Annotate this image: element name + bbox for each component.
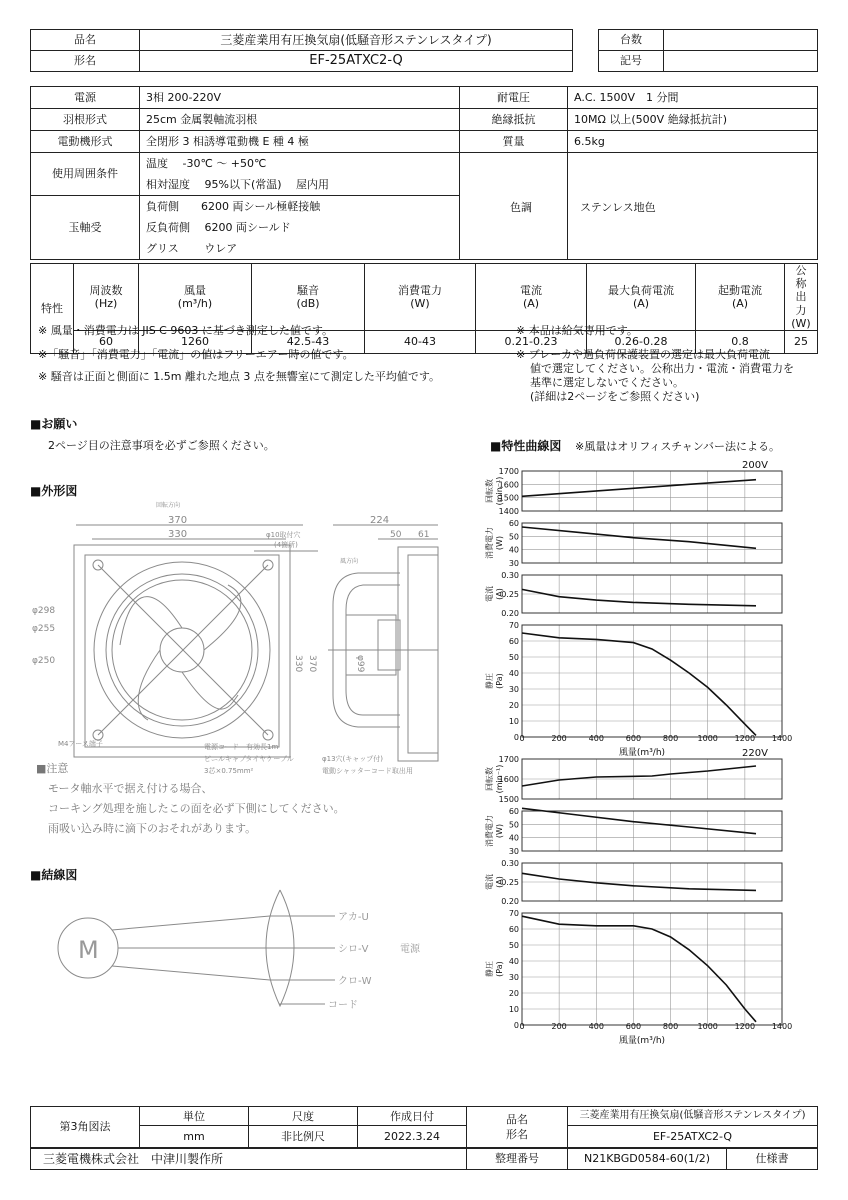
model-label: 形名 [31, 51, 140, 72]
y-tick-label: 50 [508, 532, 519, 542]
y-axis-label: (A) [495, 588, 504, 600]
y-tick-label: 40 [508, 545, 519, 555]
mass-value: 6.5kg [568, 131, 818, 153]
insulation-value: 10MΩ 以上(500V 絶縁抵抗計) [568, 109, 818, 131]
shutter-label: 電動シャッターコード取出用 [322, 767, 413, 775]
y-tick-label: 70 [508, 621, 519, 630]
mark-label: 記号 [599, 51, 664, 72]
note-left-2: ※「騒音」「消費電力」「電流」の値はフリーエアー時の値です。 [38, 348, 354, 361]
curve-200V-1 [522, 527, 756, 548]
x-axis-label: 風量(m³/h) [618, 748, 666, 758]
spec-table [30, 86, 818, 260]
y-tick-label: 0 [513, 733, 519, 742]
y-axis-label: 電流 [485, 874, 494, 890]
y-tick-label: 1500 [498, 795, 519, 804]
y-tick-label: 50 [508, 941, 519, 950]
blade-value: 25cm 金属製軸流羽根 [140, 109, 460, 131]
mass-label: 質量 [460, 131, 568, 153]
y-tick-label: 40 [508, 833, 519, 843]
request-text: 2ページ目の注意事項を必ずご参照ください。 [48, 439, 275, 452]
qty-table [598, 29, 818, 72]
y-tick-label: 10 [508, 717, 519, 726]
dim-370-v: 370 [307, 655, 317, 673]
curve-200V-3 [522, 633, 756, 735]
cord-label-3: 3芯×0.75mm² [204, 767, 254, 775]
dim-370: 370 [168, 515, 188, 526]
char-head-maxload: 最大負荷電流 (A) [587, 264, 696, 331]
env-humid: 相対湿度 95%以下(常温) 屋内用 [140, 174, 460, 196]
y-axis-label: 電流 [485, 586, 494, 602]
dim-330: 330 [168, 529, 188, 540]
panel-frame [522, 523, 782, 563]
y-axis-label: 回転数 [485, 479, 494, 503]
x-tick-label: 1400 [771, 1022, 793, 1031]
dim-d298: φ298 [32, 606, 56, 616]
curve-220V-0 [522, 766, 756, 786]
wiring-cord: コード [328, 1000, 358, 1011]
rotation-label: 回転方向 [156, 502, 181, 509]
dim-224: 224 [370, 515, 390, 526]
insulation-label: 絶縁抵抗 [460, 109, 568, 131]
x-tick-label: 1200 [734, 1022, 756, 1031]
model-name: EF-25ATXC2-Q [140, 51, 573, 72]
wind-label: 風方向 [340, 558, 359, 565]
y-tick-label: 40 [508, 669, 519, 678]
dim-d255: φ255 [32, 624, 56, 634]
cord-label-2: ビニルキャブタイヤケーブル [204, 755, 294, 763]
y-tick-label: 1400 [498, 507, 519, 516]
y-tick-label: 70 [508, 909, 519, 918]
front-view [74, 525, 318, 757]
y-tick-label: 30 [508, 973, 519, 982]
note-right-2: ※ ブレーカや過負荷保護装置の選定は最大負荷電流 [516, 348, 771, 361]
earth-label: M4アース端子 [58, 740, 103, 748]
y-tick-label: 30 [508, 685, 519, 694]
cord-label-1: 電源コード 有効長1m [204, 743, 279, 751]
char-head-start: 起動電流 (A) [696, 264, 785, 331]
date-label: 作成日付 [358, 1107, 467, 1126]
curve-200V-2 [522, 589, 756, 605]
y-axis-label: 静圧 [485, 673, 494, 689]
wiring-source: 電源 [400, 944, 420, 955]
y-tick-label: 30 [508, 847, 519, 856]
env-temp: 温度 -30℃ ～ +50℃ [140, 153, 460, 175]
wiring-line-w: クロ-W [338, 976, 372, 987]
y-tick-label: 30 [508, 559, 519, 568]
characteristics-table [30, 263, 818, 354]
note-right-1: ※ 本品は給気専用です。 [516, 324, 638, 337]
char-val-start: 0.8 [696, 330, 785, 353]
x-tick-label: 400 [588, 734, 604, 743]
char-head-power: 消費電力 (W) [365, 264, 476, 331]
y-axis-label: (min⁻¹) [495, 764, 504, 794]
header-table [30, 29, 573, 72]
dim-hole13: φ13穴(キャップ付) [322, 755, 383, 763]
color-label: 色調 [510, 201, 532, 214]
footer-table [30, 1106, 818, 1170]
y-tick-label: 0.25 [501, 590, 519, 599]
dim-330-v: 330 [293, 655, 303, 673]
panel-frame [522, 471, 782, 511]
y-tick-label: 20 [508, 989, 519, 998]
caution-title: ■注意 [36, 762, 69, 775]
note-right-5: (詳細は2ページをご参照ください) [530, 390, 700, 403]
char-head-noise: 騒音 (dB) [252, 264, 365, 331]
y-tick-label: 20 [508, 701, 519, 710]
x-tick-label: 200 [551, 734, 567, 743]
doc-no-label: 整理番号 [467, 1148, 568, 1170]
mark-value [664, 51, 818, 72]
withstand-value: A.C. 1500V 1 分間 [568, 87, 818, 109]
x-tick-label: 0 [519, 734, 525, 743]
curve-220V-3 [522, 916, 756, 1022]
name-label-1: 品名 [506, 1112, 528, 1126]
char-val-current: 0.21-0.23 [476, 330, 587, 353]
y-tick-label: 1600 [498, 775, 519, 784]
unit-label: 単位 [140, 1107, 249, 1126]
y-tick-label: 60 [508, 519, 519, 528]
bearing-load: 負荷側 6200 両シール極軽接触 [140, 196, 460, 218]
panel-frame [522, 811, 782, 851]
bearing-label: 玉軸受 [31, 196, 140, 260]
dim-50: 50 [390, 530, 402, 540]
x-axis-label: 風量(m³/h) [618, 1036, 666, 1046]
scale-value: 非比例尺 [249, 1126, 358, 1148]
y-axis-label: (A) [495, 876, 504, 888]
y-axis-label: 消費電力 [485, 815, 494, 847]
power-value: 3相 200-220V [140, 87, 460, 109]
doc-type: 仕様書 [727, 1148, 818, 1170]
doc-no: N21KBGD0584-60(1/2) [568, 1148, 727, 1170]
note-right-4: 基準に選定しないでください。 [530, 376, 684, 389]
x-tick-label: 0 [519, 1022, 525, 1031]
char-val-airflow: 1260 [139, 330, 252, 353]
dim-d99: φ99 [355, 655, 365, 673]
name-labels [467, 1107, 568, 1149]
note-right-3: 値で選定してください。公称出力・電流・消費電力を [530, 362, 794, 375]
y-axis-label: (Pa) [495, 961, 504, 977]
x-tick-label: 600 [625, 734, 642, 743]
x-tick-label: 1200 [734, 734, 756, 743]
caution-line-1: モータ軸水平で据え付ける場合、 [48, 782, 213, 795]
y-tick-label: 0.30 [501, 859, 519, 868]
y-tick-label: 0.30 [501, 571, 519, 580]
withstand-label: 耐電圧 [460, 87, 568, 109]
x-tick-label: 400 [588, 1022, 604, 1031]
y-tick-label: 0 [513, 1021, 519, 1030]
char-label: 特性 [31, 264, 74, 354]
wiring-motor: M [78, 936, 99, 964]
x-tick-label: 200 [551, 1022, 567, 1031]
y-tick-label: 0.25 [501, 878, 519, 887]
outline-title: ■外形図 [30, 484, 78, 498]
curves-title: ■特性曲線図 [490, 439, 562, 453]
characteristic-curves [470, 455, 830, 1046]
dim-d250: φ250 [32, 656, 56, 666]
qty-value [664, 30, 818, 51]
curves-note: ※風量はオリフィスチャンバー法による。 [575, 440, 781, 453]
panel-frame [522, 625, 782, 737]
char-val-output: 25 [785, 330, 818, 353]
bearing-grease: グリス ウレア [140, 238, 460, 260]
wiring-diagram [40, 880, 440, 1020]
product-label: 品名 [31, 30, 140, 51]
env-label: 使用周囲条件 [31, 153, 140, 196]
curve-220V-1 [522, 808, 756, 833]
note-left-3: ※ 騒音は正面と側面に 1.5m 離れた地点 3 点を無響室にて測定した平均値です。 [38, 370, 441, 383]
name-label-2: 形名 [506, 1128, 528, 1141]
y-tick-label: 1600 [498, 480, 519, 490]
y-tick-label: 40 [508, 957, 519, 966]
char-val-freq: 60 [74, 330, 139, 353]
y-tick-label: 50 [508, 653, 519, 662]
caution-line-2: コーキング処理を施したこの面を必ず下側にしてください。 [48, 802, 345, 815]
curve-200V-0 [522, 480, 756, 497]
x-tick-label: 1000 [697, 734, 718, 743]
date-value: 2022.3.24 [358, 1126, 467, 1148]
y-tick-label: 60 [508, 807, 519, 816]
product-name: 三菱産業用有圧換気扇(低騒音形ステンレスタイプ) [140, 30, 573, 51]
x-tick-label: 600 [625, 1022, 642, 1031]
y-tick-label: 1700 [498, 755, 519, 764]
request-title: ■お願い [30, 417, 78, 431]
y-tick-label: 1500 [498, 493, 519, 503]
dim-mount-hole: φ10取付穴 [266, 531, 301, 539]
dim-61: 61 [418, 530, 430, 540]
y-axis-label: 消費電力 [485, 527, 494, 559]
footer-model: EF-25ATXC2-Q [568, 1126, 818, 1148]
y-axis-label: (min⁻¹) [495, 476, 504, 506]
power-label: 電源 [31, 87, 140, 109]
y-axis-label: 静圧 [485, 961, 494, 977]
y-tick-label: 60 [508, 637, 519, 646]
motor-value: 全閉形 3 相誘導電動機 E 種 4 極 [140, 131, 460, 153]
voltage-label-200V: 200V [742, 460, 768, 471]
bearing-anti: 反負荷側 6200 両シールド [140, 217, 460, 238]
x-tick-label: 1000 [697, 1022, 718, 1031]
wiring-title: ■結線図 [30, 868, 78, 882]
char-val-power: 40-43 [365, 330, 476, 353]
char-val-maxload: 0.26-0.28 [587, 330, 696, 353]
motor-label: 電動機形式 [31, 131, 140, 153]
x-tick-label: 800 [662, 1022, 679, 1031]
y-axis-label: (W) [495, 535, 504, 551]
y-tick-label: 0.20 [501, 609, 519, 618]
wiring-line-v: シロ-V [338, 944, 369, 955]
y-tick-label: 1700 [498, 467, 519, 476]
x-tick-label: 1400 [771, 734, 793, 743]
blade-label: 羽根形式 [31, 109, 140, 131]
char-head-airflow: 風量 (m³/h) [139, 264, 252, 331]
scale-label: 尺度 [249, 1107, 358, 1126]
dim-mount-count: (4箇所) [274, 541, 298, 549]
note-left-1: ※ 風量・消費電力は JIS C 9603 に基づき測定した値です。 [38, 324, 333, 337]
char-head-freq: 周波数 (Hz) [74, 264, 139, 331]
wiring-line-u: アカ-U [338, 912, 369, 923]
voltage-label-220V: 220V [742, 748, 768, 759]
y-axis-label: 回転数 [485, 767, 494, 791]
caution-line-3: 雨吸い込み時に滴下のおそれがあります。 [48, 822, 257, 835]
footer-product-name: 三菱産業用有圧換気扇(低騒音形ステンレスタイプ) [568, 1107, 818, 1126]
y-axis-label: (Pa) [495, 673, 504, 689]
char-head-current: 電流 (A) [476, 264, 587, 331]
y-tick-label: 50 [508, 820, 519, 830]
char-val-noise: 42.5-43 [252, 330, 365, 353]
color-value: ステンレス地色 [580, 201, 656, 214]
unit-value: mm [140, 1126, 249, 1148]
y-axis-label: (W) [495, 823, 504, 839]
y-tick-label: 60 [508, 925, 519, 934]
qty-label: 台数 [599, 30, 664, 51]
company: 三菱電機株式会社 中津川製作所 [31, 1148, 467, 1170]
projection: 第3角図法 [31, 1107, 140, 1149]
y-tick-label: 0.20 [501, 897, 519, 906]
char-head-output: 公称出力 (W) [785, 264, 818, 331]
y-tick-label: 10 [508, 1005, 519, 1014]
x-tick-label: 800 [662, 734, 679, 743]
